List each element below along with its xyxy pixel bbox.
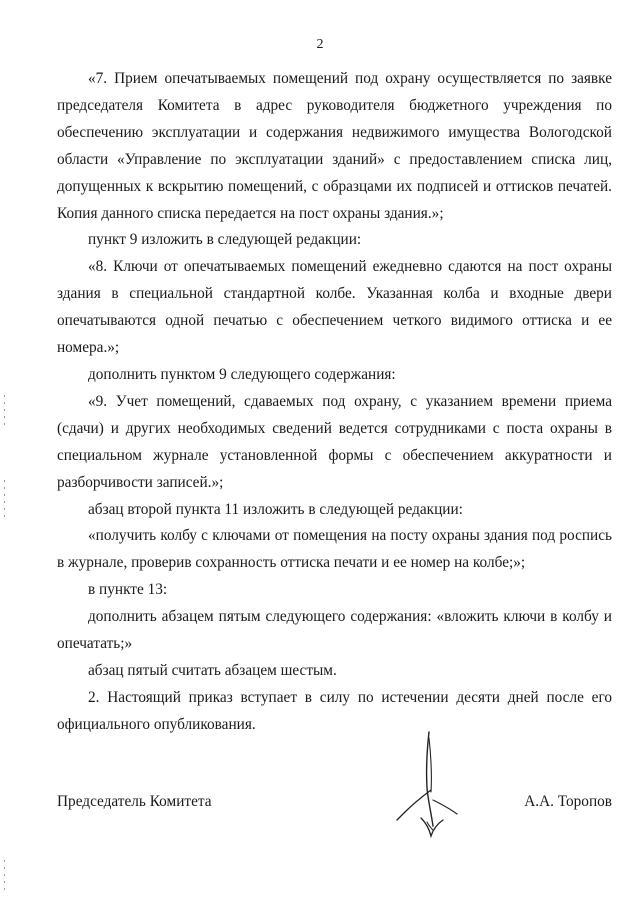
paragraph-instruction-point-9: пункт 9 изложить в следующей редакции:	[88, 231, 362, 249]
paragraph-renumber-subparagraph: абзац пятый считать абзацем шестым.	[88, 661, 337, 679]
paragraph-item-7-text: «7. Прием опечатываемых помещений под охрану осуществляется по заявке председателя Комитета в адрес руководителя бюджетного учреждения по обеспечению эксплуатации и содержания недвижимого имущества Вологодской области «Управление по эксплуатации зданий» с предоставлением списка лиц, допущенных к вскрытию помещений, с образцами их подписей и оттисков печатей. Копия данного списка передается на пост охраны здания.»;	[57, 70, 612, 222]
order-body-text	[57, 66, 612, 739]
handwritten-signature	[393, 730, 463, 840]
paragraph-point-11-text: «получить колбу с ключами от помещения на посту охраны здания под роспись в журнале, проверив сохранность оттиска печати и ее номер на колбе;»;	[57, 527, 612, 572]
paragraph-instruction-point-11: абзац второй пункта 11 изложить в следующей редакции:	[88, 500, 463, 518]
signature-block	[57, 790, 612, 814]
paragraph-instruction-add-point-9: дополнить пунктом 9 следующего содержания:	[88, 365, 396, 383]
page-number: 2	[316, 37, 324, 52]
paragraph-instruction-point-13: в пункте 13:	[88, 581, 168, 599]
paragraph-item-8-text: «8. Ключи от опечатываемых помещений ежедневно сдаются на пост охраны здания в специальной стандартной колбе. Указанная колба и входные двери опечатываются одной печатью с обеспечением четкого видимого оттиска и ее номера.»;	[57, 258, 612, 357]
paragraph-effective-date: 2. Настоящий приказ вступает в силу по истечении десяти дней после его официального опубликования.	[57, 688, 612, 733]
signatory-name: А.А. Торопов	[524, 793, 612, 810]
signatory-title: Председатель Комитета	[57, 793, 212, 810]
paragraph-add-fifth-subparagraph: дополнить абзацем пятым следующего содержания: «вложить ключи в колбу и опечатать;»	[57, 608, 612, 653]
scan-margin-artifacts	[0, 0, 12, 905]
paragraph-item-9-text: «9. Учет помещений, сдаваемых под охрану, с указанием времени приема (сдачи) и других необходимых сведений ведется сотрудниками с поста охраны в специальном журнале установленной формы с обеспечением аккуратности и разборчивости записей.»;	[57, 392, 612, 491]
